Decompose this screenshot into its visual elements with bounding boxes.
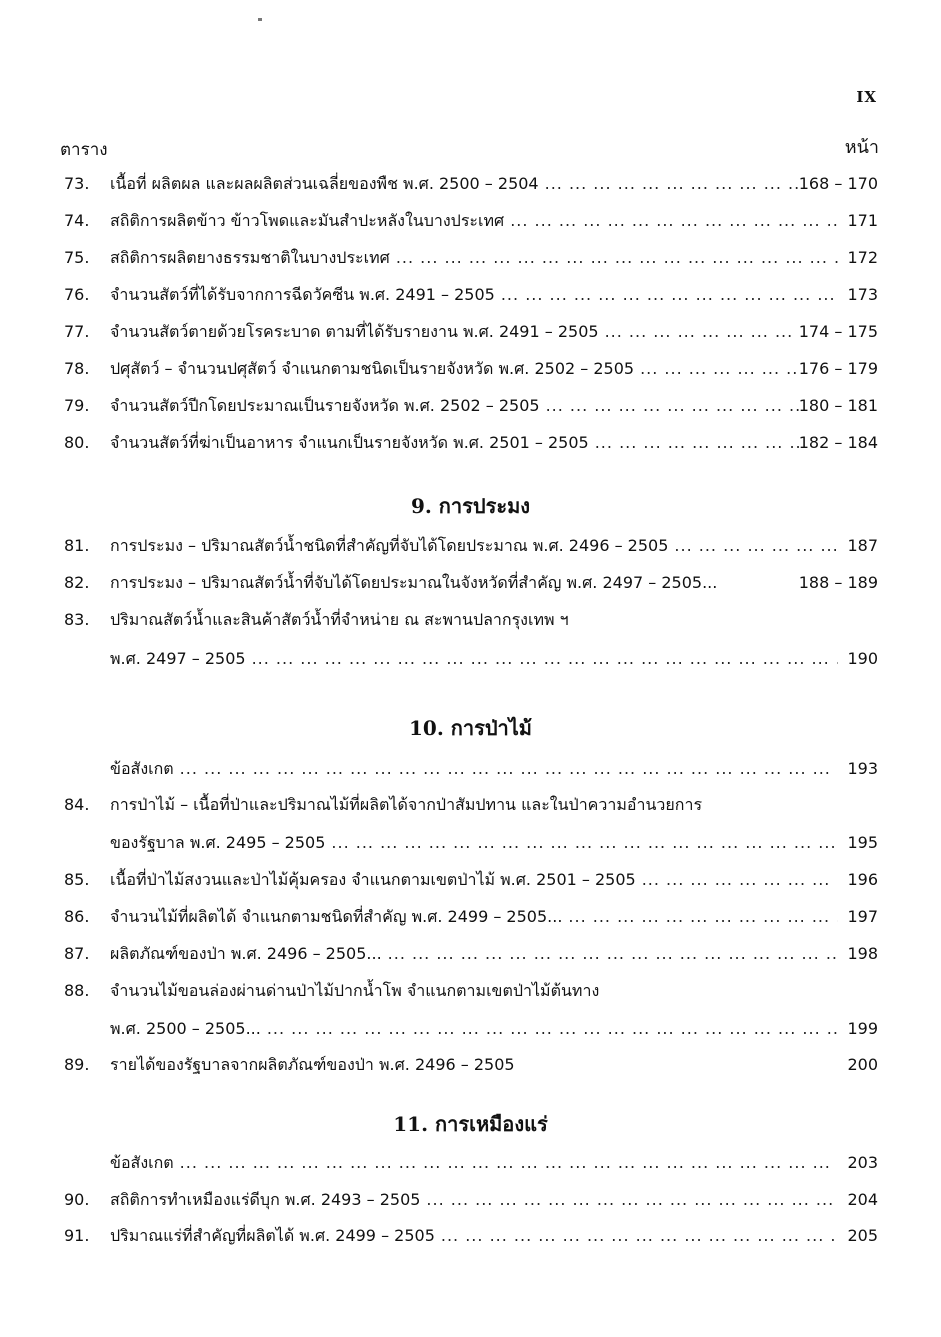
row-pages: 174 – 175	[798, 322, 878, 341]
row-title: สถิติการทำเหมืองแร่ดีบุก พ.ศ. 2493 – 2505	[110, 1190, 421, 1209]
row-pages: 204	[847, 1190, 878, 1209]
section-heading-mining: 11. การเหมืองแร่	[393, 1112, 548, 1136]
row-pages: 188 – 189	[798, 573, 878, 592]
dot-leader	[540, 396, 799, 415]
page-number: IX	[856, 88, 877, 106]
toc-row[interactable]	[64, 246, 878, 276]
row-number: 79.	[64, 396, 90, 415]
row-pages: 200	[847, 1055, 878, 1074]
row-pages: 205	[847, 1226, 878, 1245]
row-number: 91.	[64, 1226, 90, 1245]
toc-row[interactable]	[64, 394, 878, 424]
row-number: 80.	[64, 433, 90, 452]
row-number: 85.	[64, 870, 90, 889]
dot-leader	[174, 759, 838, 778]
toc-row[interactable]	[64, 172, 878, 202]
row-title: ปริมาณสัตว์น้ำและสินค้าสัตว์น้ำที่จำหน่าย ณ สะพานปลากรุงเทพ ฯ	[110, 610, 569, 629]
row-title: ของรัฐบาล พ.ศ. 2495 – 2505	[110, 833, 326, 852]
row-title: ผลิตภัณฑ์ของป่า พ.ศ. 2496 – 2505...	[110, 944, 382, 963]
toc-row[interactable]	[64, 942, 878, 972]
dot-leader	[636, 870, 838, 889]
row-number: 89.	[64, 1055, 90, 1074]
dot-leader	[495, 285, 838, 304]
row-title: สถิติการผลิตยางธรรมชาติในบางประเทศ	[110, 248, 390, 267]
row-number: 87.	[64, 944, 90, 963]
row-number: 82.	[64, 573, 90, 592]
toc-row[interactable]	[64, 1224, 878, 1254]
dot-leader	[634, 359, 799, 378]
row-title: พ.ศ. 2500 – 2505...	[110, 1019, 261, 1038]
dot-leader	[246, 649, 838, 668]
toc-row[interactable]	[64, 357, 878, 387]
dot-leader	[382, 944, 838, 963]
row-pages: 190	[847, 649, 878, 668]
toc-row[interactable]	[64, 534, 878, 564]
row-title: การประมง – ปริมาณสัตว์น้ำชนิดที่สำคัญที่จับได้โดยประมาณ พ.ศ. 2496 – 2505	[110, 536, 669, 555]
toc-row[interactable]	[64, 793, 878, 823]
row-title: พ.ศ. 2497 – 2505	[110, 649, 246, 668]
row-title: รายได้ของรัฐบาลจากผลิตภัณฑ์ของป่า พ.ศ. 2496 – 2505	[110, 1055, 515, 1074]
row-number: 75.	[64, 248, 90, 267]
row-title: สถิติการผลิตข้าว ข้าวโพดและมันสำปะหลังในบางประเทศ	[110, 211, 505, 230]
row-number: 83.	[64, 610, 90, 629]
toc-row[interactable]	[64, 905, 878, 935]
row-title: ข้อสังเกต	[110, 759, 174, 778]
row-title: ข้อสังเกต	[110, 1153, 174, 1172]
row-pages: 193	[847, 759, 878, 778]
row-pages: 171	[847, 211, 878, 230]
toc-row[interactable]	[64, 320, 878, 350]
row-pages: 176 – 179	[798, 359, 878, 378]
dot-leader	[174, 1153, 838, 1172]
row-number: 88.	[64, 981, 90, 1000]
row-number: 76.	[64, 285, 90, 304]
dot-leader	[390, 248, 838, 267]
dot-leader	[599, 322, 799, 341]
row-number: 73.	[64, 174, 90, 193]
toc-row[interactable]	[64, 209, 878, 239]
dot-leader	[325, 833, 838, 852]
toc-row[interactable]	[64, 1151, 878, 1181]
toc-row[interactable]	[64, 431, 878, 461]
row-pages: 187	[847, 536, 878, 555]
row-title: จำนวนสัตว์ที่ฆ่าเป็นอาหาร จำแนกเป็นรายจังหวัด พ.ศ. 2501 – 2505	[110, 433, 589, 452]
row-pages: 198	[847, 944, 878, 963]
row-title: ปริมาณแร่ที่สำคัญที่ผลิตได้ พ.ศ. 2499 – 2505	[110, 1226, 435, 1245]
row-title: จำนวนสัตว์ปีกโดยประมาณเป็นรายจังหวัด พ.ศ. 2502 – 2505	[110, 396, 540, 415]
section-heading-forestry: 10. การป่าไม้	[408, 716, 532, 740]
toc-row-continuation[interactable]	[64, 1017, 878, 1047]
row-title: เนื้อที่ ผลิตผล และผลผลิตส่วนเฉลี่ยของพืช พ.ศ. 2500 – 2504	[110, 174, 539, 193]
row-number: 74.	[64, 211, 90, 230]
dot-leader	[589, 433, 799, 452]
row-pages: 182 – 184	[798, 433, 878, 452]
toc-row[interactable]	[64, 1053, 878, 1083]
row-pages: 196	[847, 870, 878, 889]
dot-leader	[435, 1226, 838, 1245]
row-pages: 203	[847, 1153, 878, 1172]
row-title: จำนวนสัตว์ที่ได้รับจากการฉีดวัคซีน พ.ศ. 2491 – 2505	[110, 285, 495, 304]
toc-row[interactable]	[64, 1188, 878, 1218]
section-heading-fisheries: 9. การประมง	[410, 494, 531, 518]
dot-leader	[504, 211, 838, 230]
dot-leader	[562, 907, 838, 926]
toc-row-continuation[interactable]	[64, 647, 878, 677]
dot-leader	[539, 174, 799, 193]
row-title: จำนวนไม้ขอนล่องผ่านด่านป่าไม้ปากน้ำโพ จำแนกตามเขตป่าไม้ต้นทาง	[110, 981, 600, 1000]
toc-row[interactable]	[64, 979, 878, 1009]
row-pages: 180 – 181	[798, 396, 878, 415]
toc-row[interactable]	[64, 283, 878, 313]
row-title: เนื้อที่ป่าไม้สงวนและป่าไม้คุ้มครอง จำแนกตามเขตป่าไม้ พ.ศ. 2501 – 2505	[110, 870, 636, 889]
row-title: จำนวนสัตว์ตายด้วยโรคระบาด ตามที่ได้รับรายงาน พ.ศ. 2491 – 2505	[110, 322, 599, 341]
dot-leader	[668, 536, 838, 555]
row-pages: 172	[847, 248, 878, 267]
row-pages: 199	[847, 1019, 878, 1038]
row-title: ปศุสัตว์ – จำนวนปศุสัตว์ จำแนกตามชนิดเป็นรายจังหวัด พ.ศ. 2502 – 2505	[110, 359, 635, 378]
row-pages: 195	[847, 833, 878, 852]
row-number: 78.	[64, 359, 90, 378]
row-number: 84.	[64, 795, 90, 814]
toc-row[interactable]	[64, 757, 878, 787]
row-pages: 197	[847, 907, 878, 926]
row-title: การป่าไม้ – เนื้อที่ป่าและปริมาณไม้ที่ผลิตได้จากป่าสัมปทาน และในป่าความอำนวยการ	[110, 795, 703, 814]
dot-leader	[420, 1190, 838, 1209]
row-number: 90.	[64, 1190, 90, 1209]
column-header-page: หน้า	[844, 137, 879, 158]
dot-leader	[261, 1019, 838, 1038]
toc-row[interactable]	[64, 868, 878, 898]
toc-row[interactable]	[64, 571, 878, 601]
toc-row[interactable]	[64, 608, 878, 638]
scan-speck	[258, 18, 262, 21]
row-title: การประมง – ปริมาณสัตว์น้ำที่จับได้โดยประมาณในจังหวัดที่สำคัญ พ.ศ. 2497 – 2505...	[110, 573, 718, 592]
row-number: 86.	[64, 907, 90, 926]
row-pages: 173	[847, 285, 878, 304]
column-header-table: ตาราง	[60, 140, 108, 160]
row-number: 81.	[64, 536, 90, 555]
row-title: จำนวนไม้ที่ผลิตได้ จำแนกตามชนิดที่สำคัญ พ.ศ. 2499 – 2505...	[110, 907, 563, 926]
toc-row-continuation[interactable]	[64, 831, 878, 861]
row-number: 77.	[64, 322, 90, 341]
row-pages: 168 – 170	[798, 174, 878, 193]
